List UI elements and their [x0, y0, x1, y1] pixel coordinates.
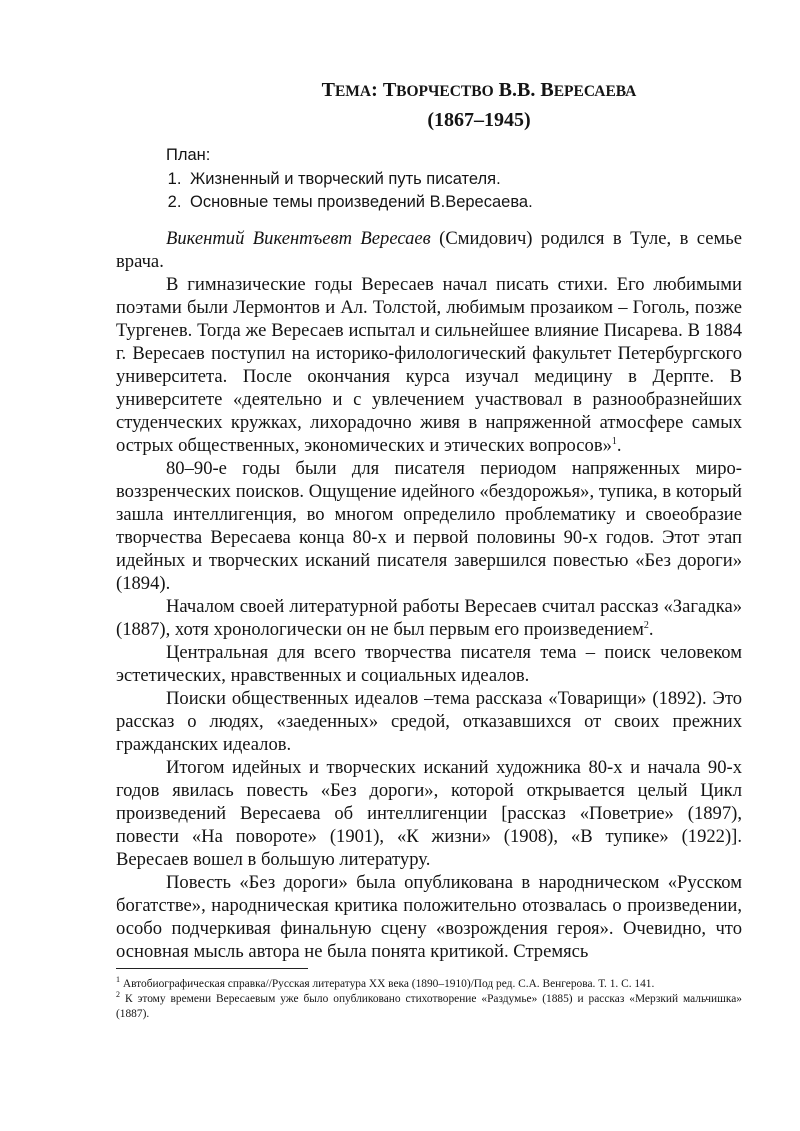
paragraph: Повесть «Без дороги» была опубликована в народническом «Русском богатстве», народническая критика положительно отозвалась о произведении, особо подчеркивая финальную сцену «возрождения героя». Очевидно, что основная мысль автора не была понята критикой. Стремясь — [116, 871, 742, 962]
footnote-text: К этому времени Вересаевым уже было опубликовано стихотворение «Раздумье» (1885) и рассказ «Мерзкий мальчишка» (1887). — [116, 993, 742, 1020]
footnote-mark: 1 — [116, 975, 120, 985]
footnote-ref[interactable]: 2 — [643, 619, 649, 631]
plan-item: 1. Жизненный и творческий путь писателя. — [186, 168, 742, 192]
title-smallcaps: ВОРЧЕСТВО — [396, 83, 494, 100]
title-line-2: (1867–1945) — [427, 109, 531, 131]
paragraph-text: . — [648, 618, 654, 640]
title-line-1 — [216, 76, 742, 106]
paragraph: Центральная для всего творчества писателя тема – поиск человеком эстетических, нравственных и социальных идеалов. — [116, 641, 742, 686]
plan-section — [166, 144, 742, 215]
footnote-divider — [116, 968, 308, 969]
footnotes — [116, 968, 742, 1022]
paragraph-text: В гимназические годы Вересаев начал писать стихи. Его любимыми поэтами были Лермонтов и Ал. Толстой, любимым прозаиком – Гоголь, позже Тургенев. Тогда же Вересаев испытал и сильнейшее влияние Писарева. В 1884 г. Вересаев поступил на историко-филологический факультет Петербургского университета. После окончания курса изучал медицину в Дерпте. В университете «деятельно и с увлечением участвовал в разнообразнейших студенческих кружках, лихорадочно живя в напряженной атмосфере самых острых общественных, экономических и этических вопросов» — [116, 273, 742, 456]
plan-list — [166, 168, 742, 215]
footnote-ref[interactable]: 1 — [611, 435, 617, 447]
title-colon: : — [371, 79, 383, 101]
author-name: Викентий Викентъевт Вересаев — [166, 227, 431, 249]
footnote-text: Автобиографическая справка//Русская литература XX века (1890–1910)/Под ред. С.А. Венгерова. Т. 1. С. 141. — [120, 978, 655, 990]
paragraph — [116, 227, 742, 273]
title-cap: Т — [321, 79, 335, 101]
paragraph — [116, 273, 742, 457]
title-cap: Т — [382, 79, 397, 101]
plan-item: 2. Основные темы произведений В.Вересаева. — [186, 191, 742, 215]
plan-heading: План: — [166, 146, 211, 164]
paragraph-text: (Смидович) родился в Туле, в семье врача. — [116, 227, 742, 272]
title-cap: В — [540, 79, 554, 101]
title-initials: В.В. — [493, 79, 541, 101]
paragraph-text: . — [616, 434, 622, 456]
footnote — [116, 992, 742, 1022]
title-smallcaps: ЕМА — [334, 83, 372, 100]
footnote — [116, 977, 742, 992]
title-smallcaps: ЕРЕСАЕВА — [553, 83, 637, 100]
paragraph: Итогом идейных и творческих исканий художника 80-х и начала 90-х годов явилась повесть «Без дороги», которой открывается целый Цикл произведений Вересаева об интеллигенции [рассказ «Поветрие» (1897), повести «На повороте» (1901), «К жизни» (1908), «В тупике» (1922)]. Вересаев вошел в большую литературу. — [116, 756, 742, 870]
paragraph: 80–90-е годы были для писателя периодом напряженных миро-воззренческих поисков. Ощущение идейного «бездорожья», тупика, в который зашла интеллигенция, во многом определило проблематику и своеобразие творчества Вересаева конца 80-х и первой половины 90-х годов. Этот этап идейных и творческих исканий писателя завершился повестью «Без дороги» (1894). — [116, 457, 742, 594]
paragraph — [116, 595, 742, 641]
page-title — [216, 76, 742, 134]
paragraph-text: Началом своей литературной работы Вересаев считал рассказ «Загадка» (1887), хотя хронологически он не был первым его произведением — [116, 595, 742, 640]
footnote-mark: 2 — [116, 990, 120, 1000]
body-text — [116, 227, 742, 963]
paragraph: Поиски общественных идеалов –тема рассказа «Товарищи» (1892). Это рассказ о людях, «заеденных» средой, отказавшихся от своих прежних гражданских идеалов. — [116, 687, 742, 755]
